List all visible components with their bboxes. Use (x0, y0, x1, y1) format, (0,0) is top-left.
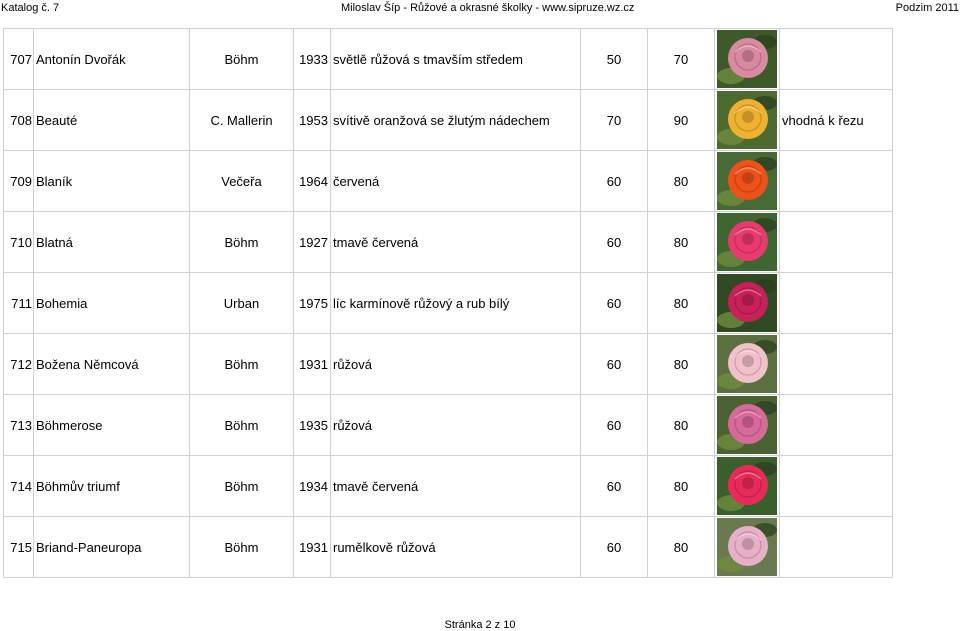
rose-height-max: 80 (648, 273, 715, 334)
page-header-title: Miloslav Šíp - Růžové a okrasné školky - www.sipruze.wz.cz (341, 2, 635, 14)
rose-name: Božena Němcová (34, 334, 190, 395)
rose-note: vhodná k řezu (780, 90, 893, 151)
rose-photo-cell (715, 456, 780, 517)
rose-photo-cell (715, 334, 780, 395)
rose-photo-cell (715, 90, 780, 151)
rose-year: 1927 (294, 212, 331, 273)
rose-color-description: růžová (331, 334, 581, 395)
rose-code: 708 (4, 90, 34, 151)
rose-note (780, 334, 893, 395)
rose-photo-cell (715, 151, 780, 212)
rose-photo (717, 274, 777, 332)
rose-name: Blaník (34, 151, 190, 212)
rose-height-min: 60 (581, 517, 648, 578)
rose-photo (717, 213, 777, 271)
rose-height-max: 80 (648, 395, 715, 456)
rose-year: 1934 (294, 456, 331, 517)
rose-height-max: 80 (648, 517, 715, 578)
rose-breeder: Böhm (190, 212, 294, 273)
rose-height-min: 60 (581, 273, 648, 334)
table-row (4, 273, 893, 334)
season-label: Podzim 2011 (895, 2, 959, 14)
rose-height-max: 80 (648, 151, 715, 212)
rose-photo (717, 457, 777, 515)
rose-color-description: líc karmínově růžový a rub bílý (331, 273, 581, 334)
rose-year: 1933 (294, 29, 331, 90)
rose-breeder: Böhm (190, 334, 294, 395)
rose-breeder: Böhm (190, 456, 294, 517)
rose-note (780, 456, 893, 517)
rose-catalog-rows (4, 29, 893, 578)
rose-breeder: C. Mallerin (190, 90, 294, 151)
rose-color-description: tmavě červená (331, 456, 581, 517)
rose-year: 1953 (294, 90, 331, 151)
rose-height-min: 60 (581, 334, 648, 395)
rose-code: 712 (4, 334, 34, 395)
table-row (4, 212, 893, 273)
rose-height-max: 80 (648, 334, 715, 395)
rose-photo-cell (715, 517, 780, 578)
rose-name: Briand-Paneuropa (34, 517, 190, 578)
rose-photo-cell (715, 212, 780, 273)
rose-note (780, 151, 893, 212)
rose-photo-cell (715, 29, 780, 90)
rose-height-min: 60 (581, 456, 648, 517)
rose-photo-cell (715, 395, 780, 456)
rose-name: Beauté (34, 90, 190, 151)
rose-year: 1935 (294, 395, 331, 456)
rose-name: Böhmův triumf (34, 456, 190, 517)
rose-name: Bohemia (34, 273, 190, 334)
rose-name: Böhmerose (34, 395, 190, 456)
rose-name: Antonín Dvořák (34, 29, 190, 90)
rose-height-max: 80 (648, 456, 715, 517)
rose-code: 709 (4, 151, 34, 212)
rose-year: 1931 (294, 334, 331, 395)
rose-color-description: svítivě oranžová se žlutým nádechem (331, 90, 581, 151)
rose-height-max: 80 (648, 212, 715, 273)
rose-photo-cell (715, 273, 780, 334)
rose-photo (717, 30, 777, 88)
rose-photo (717, 91, 777, 149)
rose-color-description: růžová (331, 395, 581, 456)
rose-code: 715 (4, 517, 34, 578)
rose-height-max: 70 (648, 29, 715, 90)
rose-color-description: světlě růžová s tmavším středem (331, 29, 581, 90)
rose-photo (717, 396, 777, 454)
rose-breeder: Večeřa (190, 151, 294, 212)
rose-catalog-table (3, 28, 893, 578)
rose-height-min: 60 (581, 151, 648, 212)
rose-color-description: červená (331, 151, 581, 212)
rose-code: 707 (4, 29, 34, 90)
rose-code: 711 (4, 273, 34, 334)
table-row (4, 517, 893, 578)
rose-height-min: 60 (581, 212, 648, 273)
table-row (4, 395, 893, 456)
rose-breeder: Böhm (190, 29, 294, 90)
rose-note (780, 395, 893, 456)
rose-code: 710 (4, 212, 34, 273)
table-row (4, 334, 893, 395)
table-row (4, 29, 893, 90)
rose-name: Blatná (34, 212, 190, 273)
rose-color-description: tmavě červená (331, 212, 581, 273)
table-row (4, 456, 893, 517)
rose-breeder: Böhm (190, 517, 294, 578)
table-row (4, 90, 893, 151)
rose-year: 1931 (294, 517, 331, 578)
rose-code: 714 (4, 456, 34, 517)
rose-height-min: 60 (581, 395, 648, 456)
page-number: Stránka 2 z 10 (444, 619, 516, 631)
rose-note (780, 273, 893, 334)
rose-year: 1975 (294, 273, 331, 334)
rose-note (780, 517, 893, 578)
rose-photo (717, 152, 777, 210)
rose-code: 713 (4, 395, 34, 456)
rose-note (780, 29, 893, 90)
rose-breeder: Urban (190, 273, 294, 334)
rose-height-max: 90 (648, 90, 715, 151)
rose-breeder: Böhm (190, 395, 294, 456)
table-row (4, 151, 893, 212)
rose-height-min: 50 (581, 29, 648, 90)
rose-note (780, 212, 893, 273)
rose-photo (717, 335, 777, 393)
catalog-number: Katalog č. 7 (1, 2, 60, 14)
rose-photo (717, 518, 777, 576)
rose-height-min: 70 (581, 90, 648, 151)
rose-color-description: rumělkově růžová (331, 517, 581, 578)
rose-year: 1964 (294, 151, 331, 212)
